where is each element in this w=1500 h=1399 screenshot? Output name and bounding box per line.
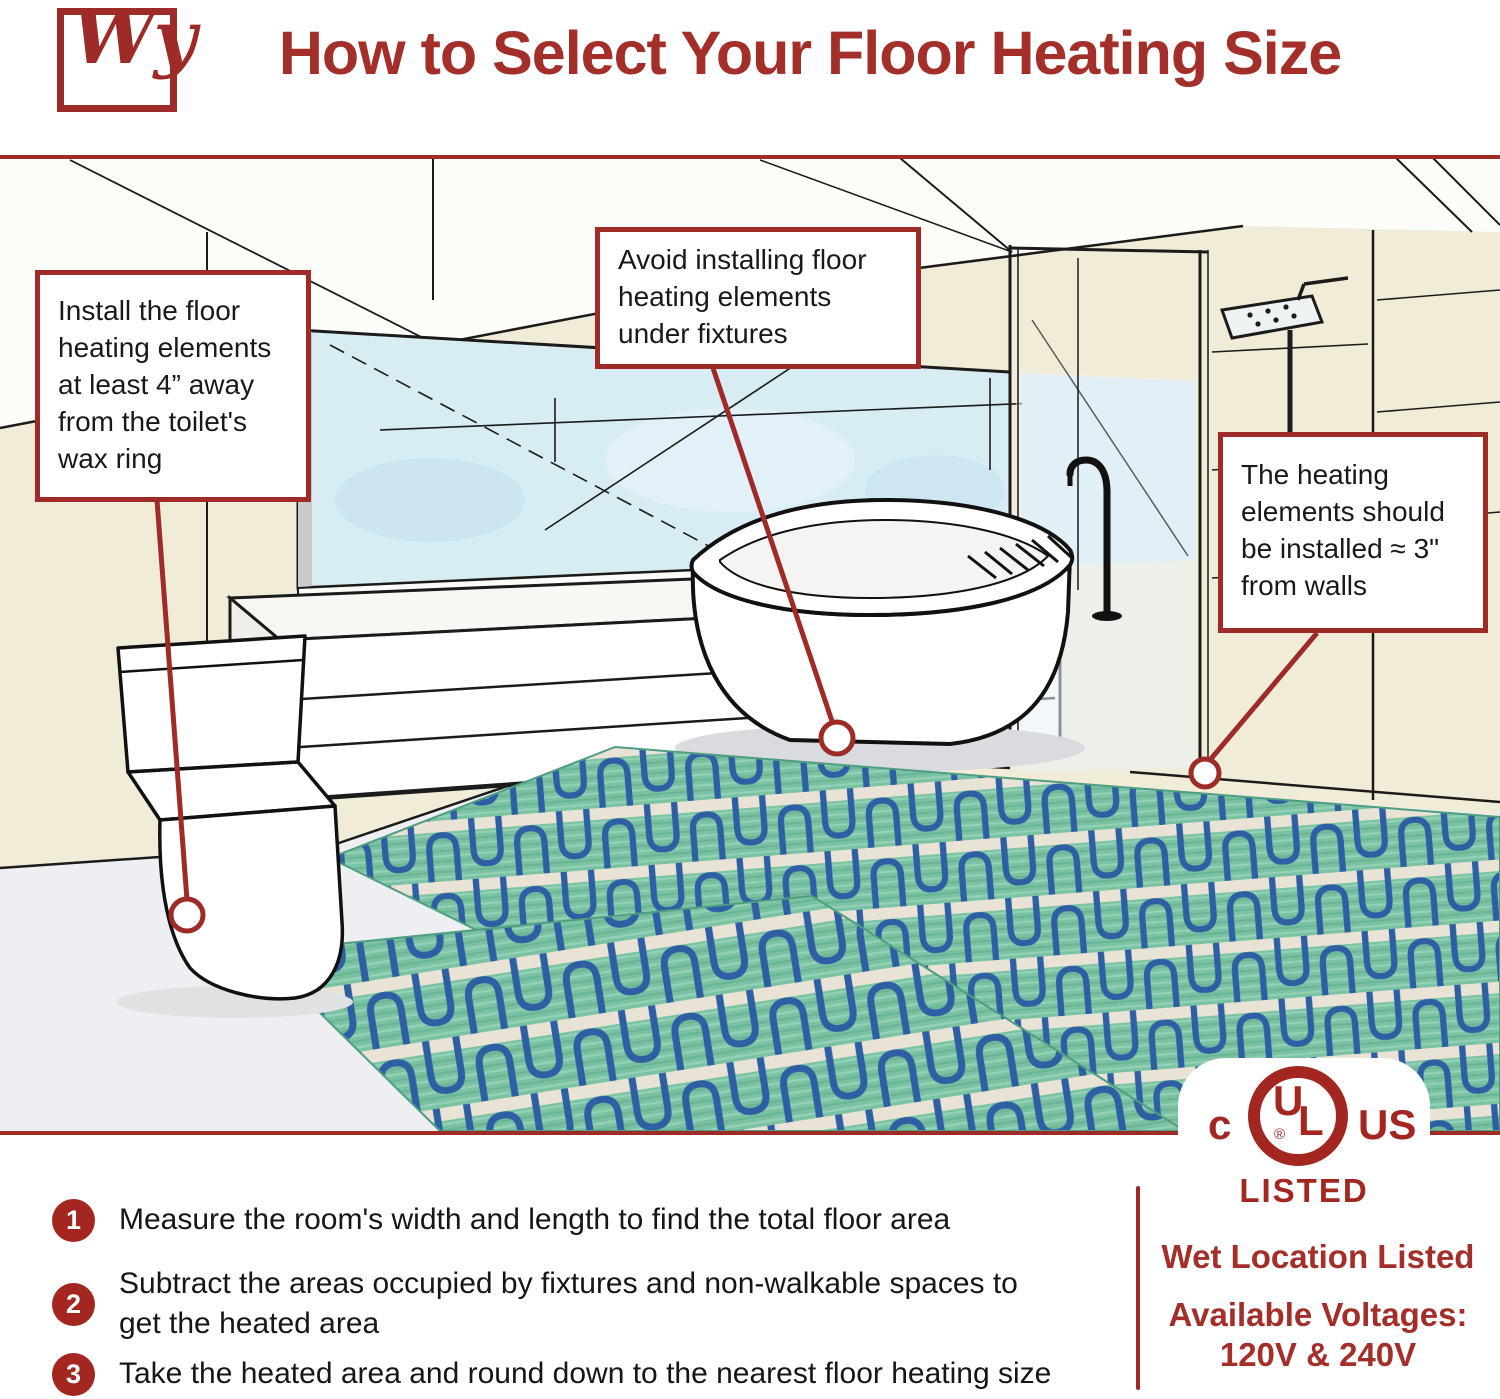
step-1-number: 1 [52,1199,95,1242]
step-2-text: Subtract the areas occupied by fixtures and non-walkable spaces to get the heated area [119,1267,1018,1340]
step-1 [52,1194,950,1246]
callout-from-walls [1218,432,1488,633]
registered-trademark-icon: ® [1274,1126,1286,1143]
voltages-value: 120V & 240V [1219,1336,1417,1373]
step-1-text: Measure the room's width and length to find the total floor area [119,1203,951,1237]
marker-wall-gap [1191,759,1219,787]
ul-letter-l: L [1298,1097,1324,1144]
step-3-number: 3 [52,1353,95,1396]
ul-c-label: c [1208,1101,1232,1148]
step-2-number: 2 [52,1283,95,1326]
bathtub [675,500,1085,772]
callout-under-fixtures [595,227,921,369]
callout-walls-text: The heating elements should be installed ≈ 3" from walls [1241,459,1445,601]
ul-us-label: US [1358,1101,1417,1148]
ul-listed-label: LISTED [1239,1172,1369,1209]
illustration-top-border [0,155,1500,159]
wet-location-listed-label: Wet Location Listed [1161,1238,1475,1275]
ul-letter-u: U [1273,1077,1304,1124]
ul-certification-badge [1178,1058,1430,1213]
page-title: How to Select Your Floor Heating Size [278,19,1342,87]
step-3-text: Take the heated area and round down to the nearest floor heating size [119,1357,1052,1391]
step-3 [52,1348,1051,1399]
callout-toilet-wax-ring [35,270,311,502]
marker-under-tub [821,722,853,754]
marker-toilet-wax-ring [171,899,203,931]
callout-toilet-text: Install the floor heating elements at least 4” away from the toilet's wax ring [58,295,272,474]
brand-logo [57,0,197,112]
step-2 [52,1256,1064,1352]
brand-logo-text: Wy [72,0,197,81]
available-voltages-label: Available Voltages: [1168,1296,1468,1333]
ul-circle-icon [1248,1066,1348,1166]
callout-fixtures-text: Avoid installing floor heating elements under fixtures [618,244,867,349]
